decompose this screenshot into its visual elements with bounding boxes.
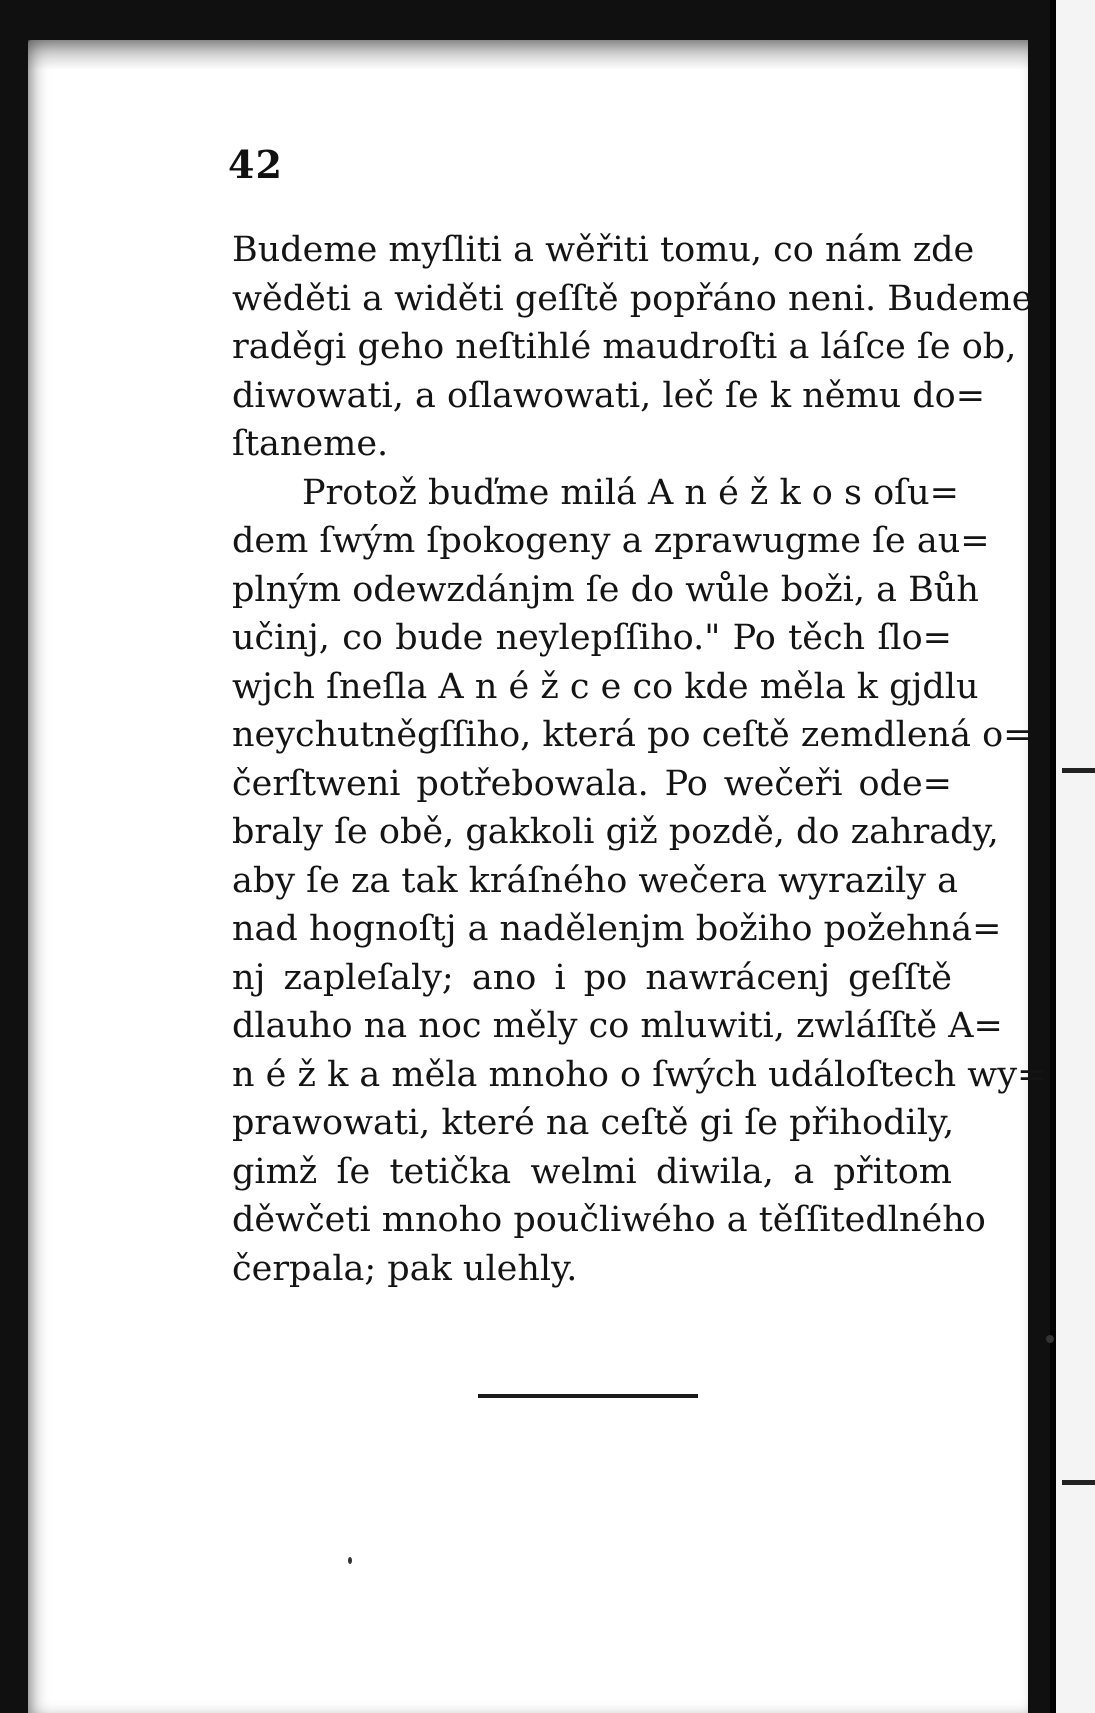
ink-speck xyxy=(348,1557,352,1564)
text-line: ſtaneme. xyxy=(232,424,389,464)
text-line: prawowati, které na ceſtě gi ſe přihodily, xyxy=(232,1103,955,1143)
text-line: děwčeti mnoho poučliwého a těſſitedlného xyxy=(232,1200,986,1240)
text-line: čerſtweni potřebowala. Po wečeři ode= xyxy=(232,763,952,804)
text-line: čerpala; pak ulehly. xyxy=(232,1248,578,1289)
page-number: 42 xyxy=(228,142,283,187)
text-line: wjch ſneſla A n é ž c e co kde měla k gjdlu xyxy=(232,666,979,707)
text-line: n é ž k a měla mnoho o ſwých událoſtech wy= xyxy=(232,1054,1047,1095)
text-line: gimž ſe tetička welmi diwila, a přitom xyxy=(232,1151,952,1192)
text-line: plným odewzdánjm ſe do wůle boži, a Bůh xyxy=(232,569,979,610)
page-body-text xyxy=(232,226,1047,1293)
text-line: braly ſe obě, gakkoli giž pozdě, do zahrady, xyxy=(232,812,999,852)
text-line: aby ſe za tak kráſného wečera wyrazily a xyxy=(232,860,959,901)
text-line: Budeme myſliti a wěřiti tomu, co nám zde xyxy=(232,230,975,270)
section-divider xyxy=(478,1394,698,1398)
text-line: raděgi geho neſtihlé maudroſti a láſce ſe ob, xyxy=(232,327,1017,367)
text-line: nad hognoſtj a nadělenjm božiho požehná= xyxy=(232,909,1002,949)
text-line: učinj, co bude neylepſſiho." Po těch ſlo= xyxy=(232,618,952,658)
edge-tick xyxy=(1062,1480,1095,1485)
text-line: wěděti a widěti geſſtě popřáno neni. Budeme xyxy=(232,278,1033,319)
text-line: dem ſwým ſpokogeny a zprawugme ſe au= xyxy=(232,521,990,561)
next-page-strip xyxy=(1056,0,1095,1713)
text-line: dlauho na noc měly co mluwiti, zwláſſtě A= xyxy=(232,1006,1003,1046)
text-line: diwowati, a oſlawowati, leč ſe k němu do= xyxy=(232,375,986,416)
page-top-shadow xyxy=(28,40,1028,70)
edge-tick xyxy=(1062,768,1095,773)
text-line-indented: Protož buďme milá A n é ž k o s oſu= xyxy=(302,472,959,513)
text-line: neychutněgſſiho, která po ceſtě zemdlená o= xyxy=(232,715,1033,755)
ink-speck xyxy=(1046,1335,1054,1343)
text-line: nj zapleſaly; ano i po nawrácenj geſſtě xyxy=(232,957,952,998)
